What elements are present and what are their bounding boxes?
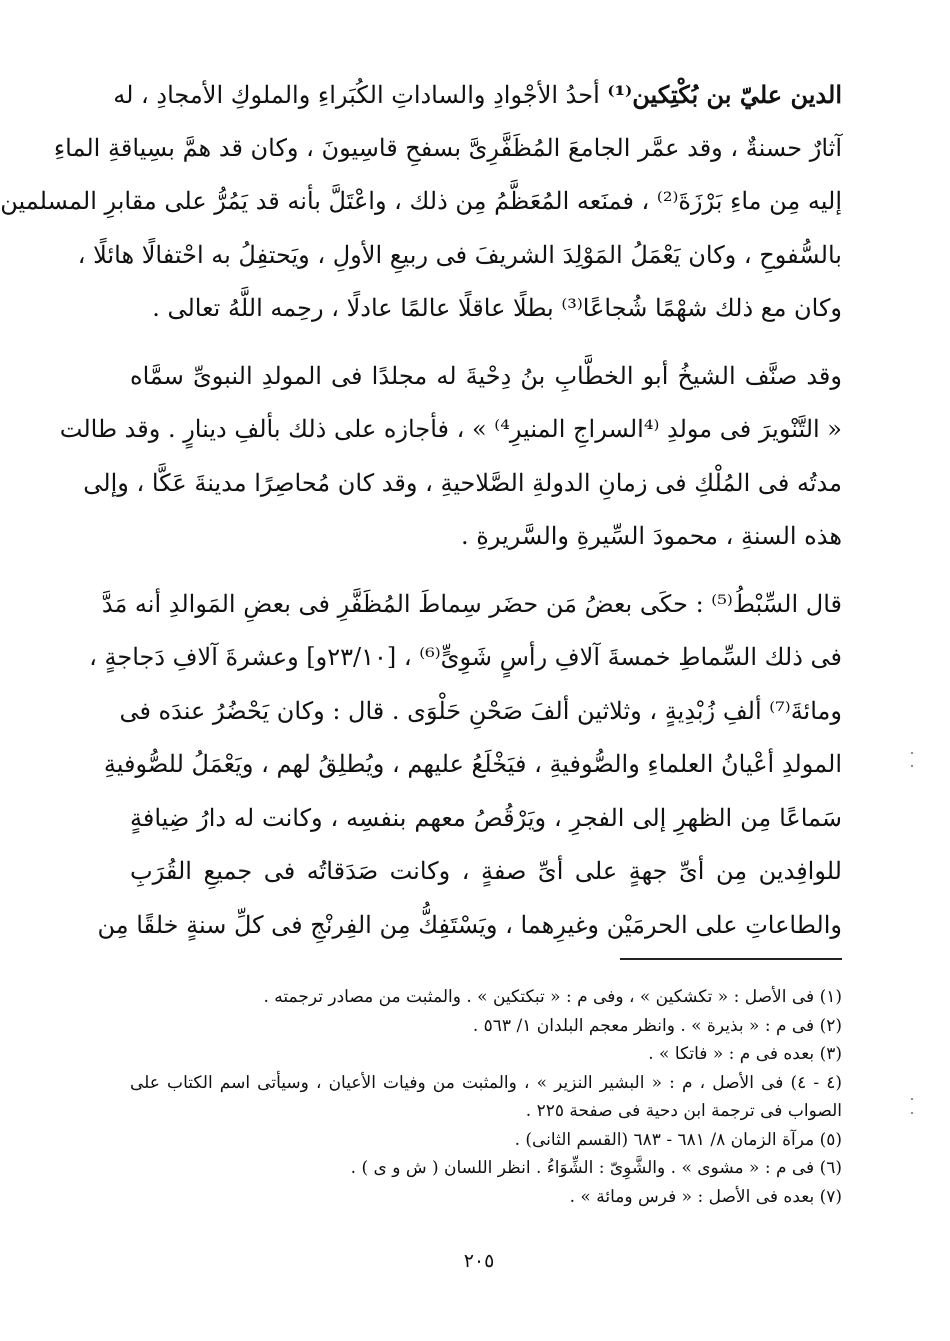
text-line: هذه السنةِ ، محمودَ السِّيرةِ والسَّريرةِ . <box>461 522 842 550</box>
paragraph-gap <box>130 336 842 350</box>
text-line: وكان مع ذلك شهْمًا شُجاعًا⁽³⁾ بطلًا عاقلًا عالمًا عادلًا ، رحِمه اللَّهُ تعالى . <box>152 294 842 322</box>
page-number: ٢٠٥ <box>463 1250 495 1272</box>
text-line <box>113 68 842 122</box>
margin-mark <box>911 1098 913 1100</box>
text-line: سَماعًا مِن الظهرِ إلى الفجرِ ، ويَرْقُصُ معهم بنفسِه ، وكانت له دارُ ضِيافةٍ <box>130 803 842 832</box>
footnote: (٤ - ٤) فى الأصل ، م : « البشير النزير » ، والمثبت من وفيات الأعيان ، وسيأتى اسم الكتاب على <box>130 1072 842 1093</box>
name-heading: الدين عليّ بن بُكْتِكين⁽¹⁾ <box>607 80 842 109</box>
margin-mark <box>911 765 913 767</box>
footnote: (٦) فى م : « مشوى » . والشَّوِىّ : الشِّوَاءُ . انظر اللسان ( ش و ى ) . <box>350 1158 842 1178</box>
text-span: أحدُ الأجْوادِ والساداتِ الكُبَراءِ والملوكِ الأمجادِ ، له <box>113 81 608 109</box>
text-line: بالسُّفوحِ ، وكان يَعْمَلُ المَوْلِدَ الشريفَ فى ربيعِ الأولِ ، ويَحتفِلُ به احْتفالًا هائلًا ، <box>77 240 842 269</box>
margin-mark <box>911 1112 913 1114</box>
footnote: (٥) مرآة الزمان ٨/ ٦٨١ - ٦٨٣ (القسم الثانى) . <box>514 1129 842 1150</box>
text-line: « التَّنْويرَ فى مولدِ ⁽⁴السراجِ المنيرِ⁴⁾ » ، فأجازه على ذلك بألفِ دينارٍ . وقد طالت <box>59 415 842 443</box>
text-line: وقد صنَّف الشيخُ أبو الخطَّابِ بنُ دِحْيةَ له مجلدًا فى المولدِ النبوىِّ سمَّاه <box>130 361 842 390</box>
paragraph-gap <box>130 564 842 578</box>
text-line: إليه مِن ماءِ بَرْزَةَ⁽²⁾ ، فمنَعه المُعَظَّمُ مِن ذلك ، واعْتَلَّ بأنه قد يَمُرُّ على مقابرِ المسلمين <box>0 187 842 215</box>
footnote: (٧) بعده فى الأصل : « فرس ومائة » . <box>569 1186 842 1207</box>
main-text <box>0 68 842 952</box>
text-line: والطاعاتِ على الحرمَيْن وغيرِهما ، ويَسْتَفِكُّ مِن الفِرنْجِ فى كلِّ سنةٍ خلقًا مِن <box>97 910 842 939</box>
margin-mark <box>911 752 913 754</box>
text-line: للوافِدين مِن أىِّ جهةٍ على أىِّ صفةٍ ، وكانت صَدَقاتُه فى جميعِ القُرَبِ <box>130 857 842 885</box>
footnote: (١) فى الأصل : « تكشكين » ، وفى م : « تبكتكين » . والمثبت من مصادر ترجمته . <box>263 987 842 1007</box>
footnotes <box>130 983 842 1211</box>
text-line: المولدِ أعْيانُ العلماءِ والصُّوفيةِ ، فيَخْلَعُ عليهم ، ويُطلِقُ لهم ، ويَعْمَلُ للصُّوفيةِ <box>103 750 842 778</box>
text-line: آثارٌ حسنةٌ ، وقد عمَّر الجامعَ المُظَفَّرِىَّ بسفحِ قاسِيونَ ، وكان قد همَّ بسِياقةِ الماءِ <box>53 133 842 162</box>
text-line: ومائةَ⁽⁷⁾ ألفِ زُبْدِيةٍ ، وثلاثين ألفَ صَحْنِ حَلْوَى . قال : وكان يَحْضُرُ عندَه فى <box>119 696 842 725</box>
footnote-continuation: الصواب فى ترجمة ابن دحية فى صفحة ٢٢٥ . <box>525 1101 842 1121</box>
text-line: فى ذلك السِّماطِ خمسةَ آلافِ رأسٍ شَوِىٍّ⁽⁶⁾ ، [٢٣/١٠و] وعشرةَ آلافِ دَجاجةٍ ، <box>89 643 842 671</box>
text-line: مدتُه فى المُلْكِ فى زمانِ الدولةِ الصَّلاحيةِ ، وقد كان مُحاصِرًا مدينةَ عَكَّا ، وإلى <box>83 468 842 497</box>
footnote: (٣) بعده فى م : « فاتكا » . <box>648 1044 842 1064</box>
footnote-divider <box>620 958 842 960</box>
text-line: قال السِّبْطُ⁽⁵⁾ : حكَى بعضُ مَن حضَر سِماطَ المُظَفَّرِ فى بعضِ المَوالدِ أنه مَدَّ <box>101 589 842 618</box>
footnote: (٢) فى م : « بذيرة » . وانظر معجم البلدان ١/ ٥٦٣ . <box>472 1015 842 1036</box>
